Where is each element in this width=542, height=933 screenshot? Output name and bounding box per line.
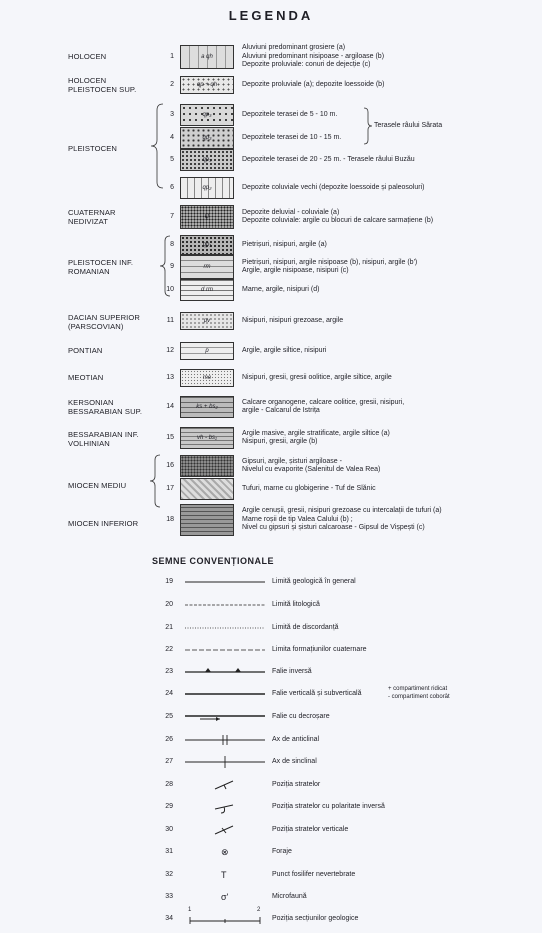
fault-note: + compartiment ridicat [388, 686, 448, 692]
sign-symbol-anticline [185, 732, 265, 748]
unit-description: Depozite proluviale: conuri de dejecție (c) [242, 61, 371, 69]
unit-number: 7 [170, 213, 174, 220]
unit-description: Nisipuri, nisipuri grezoase, argile [242, 316, 344, 324]
unit-description: Nisipuri, gresii, gresii oolitice, argile siltice, argile [242, 373, 392, 381]
age-label: PLEISTOCEN INF. ROMANIAN [68, 258, 134, 276]
sign-number: 31 [165, 848, 173, 855]
unit-description: Depozite coluviale: argile cu blocuri de calcare sarmațiene (b) [242, 217, 434, 224]
unit-description: Tufuri, marne cu globigerine - Tuf de Slănic [242, 484, 376, 492]
sign-number: 20 [165, 601, 173, 608]
unit-description: Depozite coluviale vechi (depozite loessoide și paleosoluri) [242, 183, 425, 191]
unit-symbol: qp₃ [202, 112, 212, 118]
sign-label: Falie inversă [272, 668, 312, 675]
sign-number: 33 [165, 893, 173, 900]
sign-number: 23 [165, 668, 173, 675]
unit-symbol: vh - bs₁ [197, 435, 217, 441]
unit-number: 15 [166, 434, 174, 441]
sign-label: Punct fosilifer nevertebrate [272, 871, 356, 878]
age-label: PLEISTOCEN [68, 144, 117, 153]
unit-number: 16 [166, 462, 174, 469]
fossil-glyph: T [221, 870, 227, 880]
age-label: BESSARABIAN INF. VOLHINIAN [68, 430, 139, 448]
unit-symbol: qp₃ [202, 157, 212, 163]
unit-number: 17 [166, 485, 174, 492]
unit-symbol: a qh [201, 54, 213, 60]
unit-description: Gipsuri, argile, șisturi argiloase - [242, 457, 342, 465]
unit-symbol: ks + bs₂ [196, 404, 218, 410]
unit-description: Argile masive, argile stratificate, argile siltice (a) [242, 429, 390, 437]
sign-symbol-dip [185, 777, 265, 793]
unit-number: 6 [170, 184, 174, 191]
sign-label: Limită geologică în general [272, 578, 356, 585]
sign-label: Limită de discordanță [272, 624, 339, 631]
sign-symbol-dash [185, 597, 265, 613]
unit-number: 10 [166, 286, 174, 293]
unit-symbol: qp₂ [202, 185, 212, 191]
sign-number: 19 [165, 578, 173, 585]
unit-description: Nivelul cu evaporite (Salenitul de Valea Rea) [242, 466, 381, 473]
unit-symbol: pv [203, 318, 211, 324]
sign-label: Poziția stratelor [272, 781, 321, 788]
unit-description: Calcare organogene, calcare oolitice, gresii, nisipuri, [242, 398, 405, 406]
unit-number: 18 [166, 516, 174, 523]
sign-symbol-strike [185, 709, 265, 725]
sign-symbol-thrust [185, 664, 265, 680]
sign-label: Falie verticală și subverticală [272, 690, 362, 697]
unit-description: Pietrișuri, nisipuri, argile (a) [242, 240, 327, 248]
sign-symbol-dipinv [185, 799, 265, 815]
unit-description: Argile, argile nisipoase, nisipuri (c) [242, 267, 349, 274]
unit-description: Argile cenușii, gresii, nisipuri grezoase cu intercalații de tufuri (a) [242, 507, 442, 515]
unit-number: 4 [170, 134, 174, 141]
unit-description: Nivel cu gipsuri și șisturi calcaroase - Gipsul de Vișpești (c) [242, 524, 425, 532]
section-tick-label: 2 [257, 907, 261, 913]
section-tick-label: 1 [188, 907, 192, 913]
unit-symbol: qp₁ [202, 242, 212, 248]
unit-symbol: me [202, 375, 212, 381]
age-label: MIOCEN INFERIOR [68, 519, 139, 528]
sign-symbol-longdash [185, 642, 265, 658]
sign-symbol-vertical [185, 822, 265, 838]
fault-note: - compartiment coborât [388, 694, 450, 700]
unit-number: 14 [166, 403, 174, 410]
unit-number: 13 [166, 374, 174, 381]
semne-title: SEMNE CONVENȚIONALE [152, 556, 275, 566]
unit-symbol: d rm [201, 287, 213, 293]
legend-title: LEGENDA [228, 8, 314, 23]
sign-label: Ax de sinclinal [272, 758, 317, 765]
sign-label: Limita formațiunilor cuaternare [272, 646, 367, 653]
unit-description: Depozitele terasei de 5 - 10 m. [242, 110, 338, 118]
unit-description: Nisipuri, gresii, argile (b) [242, 438, 318, 445]
sarata-label: Terasele râului Sărata [374, 122, 443, 129]
sign-label: Poziția stratelor verticale [272, 826, 349, 833]
sign-number: 29 [165, 803, 173, 810]
brace-pleistocen [151, 104, 163, 188]
unit-symbol: p [205, 348, 209, 354]
age-label: HOLOCEN PLEISTOCEN SUP. [68, 76, 137, 94]
age-label: MEOTIAN [68, 373, 104, 382]
unit-number: 8 [170, 241, 174, 248]
age-label: MIOCEN MEDIU [68, 481, 127, 490]
sign-number: 28 [165, 781, 173, 788]
sign-label: Ax de anticlinal [272, 736, 320, 743]
sign-label: Limită litologică [272, 601, 320, 608]
micro-glyph: σ' [221, 892, 229, 902]
unit-description: Depozitele terasei de 20 - 25 m. - Terasele râului Buzău [242, 155, 415, 163]
sign-symbol-dot [185, 620, 265, 636]
brace-miocen-mediu [150, 455, 160, 507]
sign-label: Poziția secțiunilor geologice [272, 915, 359, 922]
sign-number: 30 [165, 826, 173, 833]
age-label: DACIAN SUPERIOR (PARSCOVIAN) [68, 313, 140, 331]
unit-description: Aluviuni predominant grosiere (a) [242, 44, 346, 52]
unit-description: Marne, argile, nisipuri (d) [242, 285, 320, 293]
sign-symbol-syncline [185, 754, 265, 770]
age-label: KERSONIAN BESSARABIAN SUP. [68, 398, 143, 416]
brace-sarata [364, 108, 372, 144]
sign-number: 27 [165, 758, 173, 765]
borehole-glyph: ⊗ [221, 847, 229, 857]
sign-number: 25 [165, 713, 173, 720]
unit-number: 3 [170, 111, 174, 118]
sign-number: 26 [165, 736, 173, 743]
sign-label: Microfaună [272, 893, 307, 900]
sign-number: 32 [165, 871, 173, 878]
age-label: CUATERNAR NEDIVIZAT [68, 208, 116, 226]
sign-symbol-solid [185, 574, 265, 590]
sign-symbol-fault [185, 686, 265, 702]
unit-symbol: qp₃ [202, 135, 212, 141]
unit-symbol: rm [203, 264, 211, 270]
sign-symbol-section [185, 911, 265, 927]
sign-label: Poziția stratelor cu polaritate inversă [272, 803, 385, 810]
unit-number: 12 [166, 347, 174, 354]
unit-description: Pietrișuri, nisipuri, argile nisipoase (b), nisipuri, argile (b') [242, 258, 418, 266]
unit-description: argile - Calcarul de Istrița [242, 407, 320, 414]
sign-number: 24 [165, 690, 173, 697]
unit-symbol: qp + qh [196, 82, 218, 88]
unit-number: 2 [170, 81, 174, 88]
unit-number: 5 [170, 156, 174, 163]
unit-number: 9 [170, 263, 174, 270]
sign-number: 21 [165, 624, 173, 631]
unit-description: Argile, argile siltice, nisipuri [242, 346, 327, 354]
unit-description: Depozite deluvial - coluviale (a) [242, 208, 340, 216]
unit-description: Marne roșii de tip Valea Calului (b) ; [242, 515, 353, 523]
age-label: PONTIAN [68, 346, 103, 355]
unit-description: Aluviuni predominant nisipoase - argiloase (b) [242, 52, 385, 60]
sign-label: Foraje [272, 848, 292, 855]
unit-number: 11 [166, 317, 174, 324]
sign-number: 22 [165, 646, 173, 653]
unit-description: Depozite proluviale (a); depozite loessoide (b) [242, 80, 385, 88]
unit-number: 1 [170, 53, 174, 60]
age-label: HOLOCEN [68, 52, 107, 61]
brace-romanian [160, 236, 170, 296]
unit-description: Depozitele terasei de 10 - 15 m. [242, 133, 342, 141]
sign-label: Falie cu decroșare [272, 713, 330, 720]
sign-number: 34 [165, 915, 173, 922]
unit-symbol: Q [204, 214, 210, 220]
